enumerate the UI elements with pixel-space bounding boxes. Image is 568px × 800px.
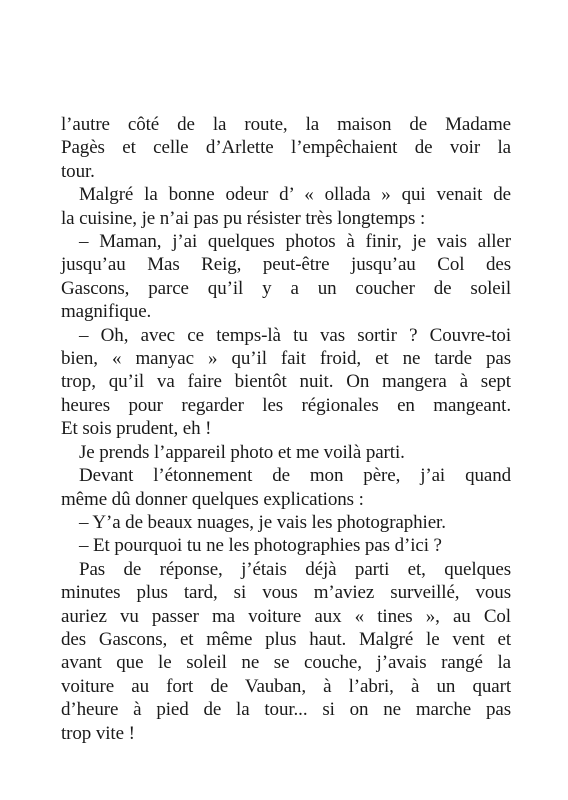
text-line: Je prends l’appareil photo et me voilà parti. [79, 441, 405, 463]
paragraph [61, 324, 511, 441]
text-line: des Gascons, et même plus haut. Malgré le vent et [61, 628, 511, 650]
text-line: trop vite ! [61, 722, 135, 744]
text-line: – Maman, j’ai quelques photos à finir, je vais aller [79, 231, 511, 253]
text-line: Gascons, parce qu’il y a un coucher de soleil [61, 277, 511, 299]
text-line: même dû donner quelques explications : [61, 488, 364, 510]
paragraph [61, 441, 511, 464]
text-line: d’heure à pied de la tour... si on ne marche pas [61, 699, 511, 721]
text-line: Et sois prudent, eh ! [61, 418, 212, 440]
paragraph [61, 113, 511, 183]
text-line: – Oh, avec ce temps-là tu vas sortir ? Couvre-toi [79, 324, 511, 346]
paragraph [61, 183, 511, 230]
text-line: auriez vu passer ma voiture aux « tines », au Col [61, 605, 511, 627]
text-line: – Y’a de beaux nuages, je vais les photographier. [79, 511, 446, 533]
paragraph [61, 464, 511, 511]
text-line: jusqu’au Mas Reig, peut-être jusqu’au Col des [61, 254, 511, 276]
text-line: Pas de réponse, j’étais déjà parti et, quelques [79, 558, 511, 580]
text-line: trop, qu’il va faire bientôt nuit. On mangera à sept [61, 371, 511, 393]
text-line: l’autre côté de la route, la maison de Madame [61, 114, 511, 135]
text-line: Malgré la bonne odeur d’ « ollada » qui venait de [79, 184, 511, 206]
text-line: avant que le soleil ne se couche, j’avais rangé la [61, 652, 511, 674]
text-line: minutes plus tard, si vous m’aviez surveillé, vous [61, 582, 511, 604]
text-line: Pagès et celle d’Arlette l’empêchaient de voir la [61, 137, 511, 159]
text-line: Devant l’étonnement de mon père, j’ai quand [79, 465, 511, 487]
body-text [61, 113, 511, 745]
text-line: voiture au fort de Vauban, à l’abri, à un quart [61, 675, 511, 697]
paragraph [61, 230, 511, 324]
text-line: la cuisine, je n’ai pas pu résister très longtemps : [61, 207, 426, 229]
paragraph [61, 511, 511, 534]
text-line: tour. [61, 160, 95, 182]
text-line: heures pour regarder les régionales en mangeant. [61, 394, 511, 416]
paragraph [61, 534, 511, 557]
text-line: magnifique. [61, 301, 152, 323]
paragraph [61, 558, 511, 745]
text-line: bien, « manyac » qu’il fait froid, et ne tarde pas [61, 348, 511, 370]
text-line: – Et pourquoi tu ne les photographies pas d’ici ? [79, 535, 442, 557]
